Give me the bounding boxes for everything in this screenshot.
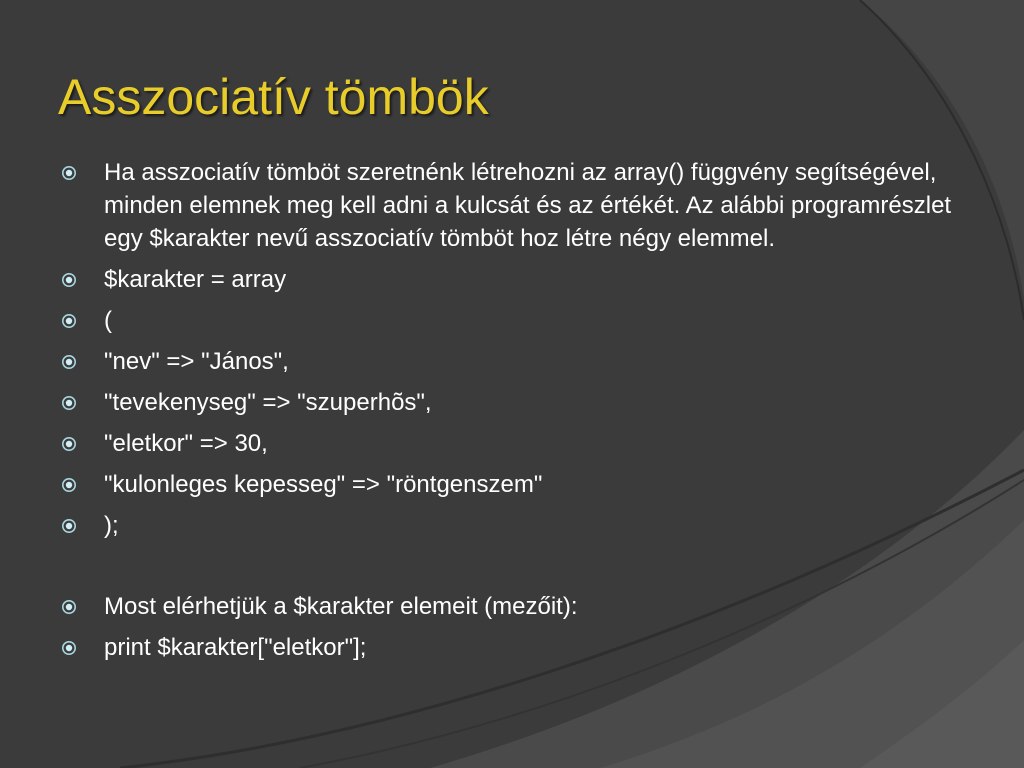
list-item [58, 509, 978, 542]
circled-dot-icon [61, 640, 77, 656]
slide-title: Asszociatív tömbök [58, 69, 489, 125]
bullet-text: "nev" => "János", [104, 348, 289, 375]
list-item [58, 590, 978, 623]
list-item [58, 386, 978, 419]
list-item [58, 345, 978, 378]
bullet-text: ); [104, 512, 119, 539]
circled-dot-icon [61, 477, 77, 493]
circled-dot-icon [61, 272, 77, 288]
bullet-list [58, 156, 978, 672]
list-item [58, 304, 978, 337]
circled-dot-icon [61, 395, 77, 411]
bullet-text: "tevekenyseg" => "szuperhõs", [104, 389, 432, 416]
circled-dot-icon [61, 518, 77, 534]
list-item [58, 427, 978, 460]
circled-dot-icon [61, 165, 77, 181]
list-item [58, 631, 978, 664]
bullet-text: "eletkor" => 30, [104, 430, 268, 457]
circled-dot-icon [61, 313, 77, 329]
bullet-text: "kulonleges kepesseg" => "röntgenszem" [104, 471, 543, 498]
bullet-text: Most elérhetjük a $karakter elemeit (mezőit): [104, 593, 578, 620]
bullet-text: Ha asszociatív tömböt szeretnénk létrehozni az array() függvény segítségével, minden elemnek meg kell adni a kulcsát és az értékét. Az alábbi programrészlet egy $karakter nevű asszociatív tömböt hoz létre négy elemmel. [104, 159, 952, 252]
bullet-text: ( [104, 307, 112, 334]
circled-dot-icon [61, 436, 77, 452]
bullet-text: $karakter = array [104, 266, 287, 293]
circled-dot-icon [61, 599, 77, 615]
list-item [58, 468, 978, 501]
circled-dot-icon [61, 354, 77, 370]
list-item [58, 263, 978, 296]
list-item [58, 156, 978, 255]
bullet-text: print $karakter["eletkor"]; [104, 634, 367, 661]
